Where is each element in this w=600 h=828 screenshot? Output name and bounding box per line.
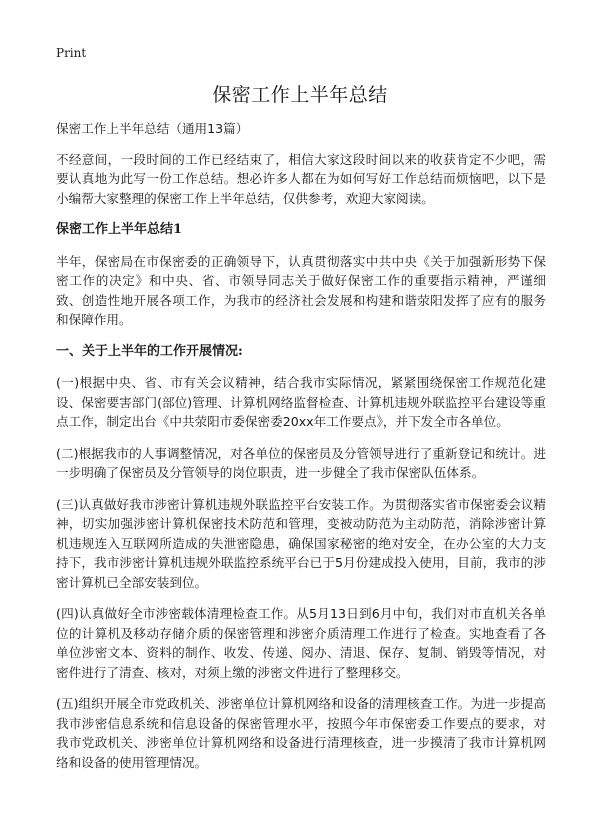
item-paragraph-3: (三)认真做好我市涉密计算机违规外联监控平台安装工作。为贯彻落实省市保密委会议精神，切实加强涉密计算机保密技术防范和管理，变被动防范为主动防范，消除涉密计算机违规连入互联网所造成的失泄密隐患，确保国家秘密的绝对安全，在办公室的大力支持下，我市涉密计算机违规外联监控系统平台已于5月份建成投入使用，目前，我市的涉密计算机已全部安装到位。 [56, 496, 546, 590]
intro-paragraph: 不经意间，一段时间的工作已经结束了，相信大家这段时间以来的收获肯定不少吧，需要认真地为此写一份工作总结。想必许多人都在为如何写好工作总结而烦恼吧，以下是小编帮大家整理的保密工作上半年总结，仅供参考，欢迎大家阅读。 [56, 151, 546, 206]
print-label: Print [56, 46, 87, 60]
item-paragraph-5: (五)组织开展全市党政机关、涉密单位计算机网络和设备的清理核查工作。为进一步提高我市涉密信息系统和信息设备的保密管理水平，按照今年市保密委工作要点的要求，对我市党政机关、涉密单位计算机网络和设备进行清理核查，进一步摸清了我市计算机网络和设备的使用管理情况。 [56, 696, 546, 770]
item-paragraph-2: (二)根据我市的人事调整情况，对各单位的保密员及分管领导进行了重新登记和统计。进一步明确了保密员及分管领导的岗位职责，进一步健全了我市保密队伍体系。 [56, 445, 546, 480]
document-subtitle: 保密工作上半年总结（通用13篇） [56, 121, 249, 136]
item-paragraph-4: (四)认真做好全市涉密载体清理检查工作。从5月13日到6月中旬，我们对市直机关各单位的计算机及移动存储介质的保密管理和涉密介质清理工作进行了检查。实地查看了各单位涉密文本、资料的制作、收发、传递、阅办、清退、保存、复制、销毁等情况，对密件进行了清查、核对，对须上缴的涉密文件进行了整理移交。 [56, 606, 546, 680]
document-title: 保密工作上半年总结 [212, 84, 388, 106]
section-intro-paragraph: 半年，保密局在市保密委的正确领导下，认真贯彻落实中共中央《关于加强新形势下保密工作的决定》和中央、省、市领导同志关于做好保密工作的重要指示精神，严谨细致、创造性地开展各项工作，为我市的经济社会发展和构建和谐荥阳发挥了应有的服务和保障作用。 [56, 253, 546, 327]
part-heading: 一、关于上半年的工作开展情况: [56, 343, 243, 359]
item-paragraph-1: (一)根据中央、省、市有关会议精神，结合我市实际情况，紧紧围绕保密工作规范化建设、保密要害部门(部位)管理、计算机网络监督检查、计算机违规外联监控平台建设等重点工作，制定出台《中共荥阳市委保密委20xx年工作要点》，并下发全市各单位。 [56, 375, 546, 429]
document-body [56, 119, 546, 784]
section-heading: 保密工作上半年总结1 [56, 222, 183, 237]
